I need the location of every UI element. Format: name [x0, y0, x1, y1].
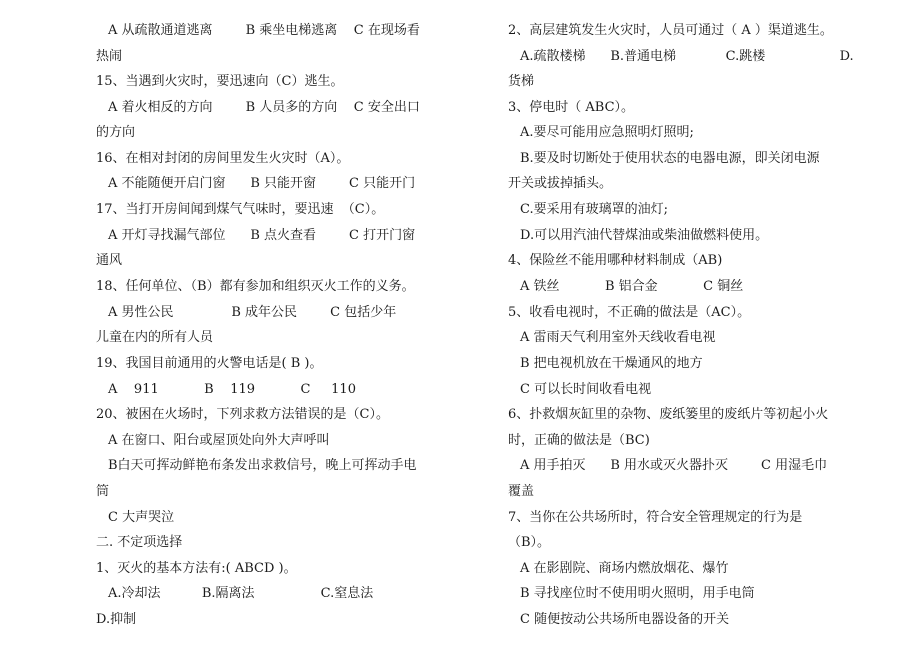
left-text-line: D.抑制 — [96, 612, 137, 627]
right-text-line: C 随便按动公共场所电器设备的开关 — [520, 612, 730, 627]
left-text-line: A 在窗口、阳台或屋顶处向外大声呼叫 — [108, 433, 330, 448]
left-text-line: A.冷却法 B.隔离法 C.窒息法 — [108, 586, 374, 601]
left-text-line: 19、我国目前通用的火警电话是( B )。 — [96, 356, 323, 371]
left-text-line: 1、灭火的基本方法有:( ABCD )。 — [96, 561, 297, 576]
left-text-line: 的方向 — [96, 125, 136, 140]
left-text-line: A 开灯寻找漏气部位 B 点火查看 C 打开门窗 — [108, 228, 416, 243]
right-column — [508, 0, 900, 651]
right-text-line: 4、保险丝不能用哪种材料制成（AB) — [508, 253, 723, 268]
left-text-line: 儿童在内的所有人员 — [96, 330, 214, 345]
right-text-line: A 雷雨天气利用室外天线收看电视 — [520, 330, 716, 345]
right-text-line: D.可以用汽油代替煤油或柴油做燃料使用。 — [520, 228, 769, 243]
right-text-line: 3、停电时（ ABC）。 — [508, 100, 635, 115]
right-text-line: B.要及时切断处于使用状态的电器电源，即关闭电源 — [520, 151, 820, 166]
left-text-line: 筒 — [96, 484, 110, 499]
left-text-line: A 男性公民 B 成年公民 C 包括少年 — [108, 305, 397, 320]
right-text-line: 6、扑救烟灰缸里的杂物、废纸篓里的废纸片等初起小火 — [508, 407, 829, 422]
right-text-line: A.要尽可能用应急照明灯照明; — [520, 125, 694, 140]
right-text-line: 开关或拔掉插头。 — [508, 176, 613, 191]
right-text-line: C 可以长时间收看电视 — [520, 382, 652, 397]
left-text-line: B白天可挥动鲜艳布条发出求救信号，晚上可挥动手电 — [108, 458, 417, 473]
right-text-line: A 在影剧院、商场内燃放烟花、爆竹 — [520, 561, 729, 576]
left-text-line: 16、在相对封闭的房间里发生火灾时（A）。 — [96, 151, 350, 166]
left-text-line: A 从疏散通道逃离 B 乘坐电梯逃离 C 在现场看 — [108, 23, 420, 38]
right-text-line: B 把电视机放在干燥通风的地方 — [520, 356, 703, 371]
left-text-line: 20、被困在火场时，下列求救方法错误的是（C）。 — [96, 407, 389, 422]
right-text-line: B 寻找座位时不使用明火照明，用手电筒 — [520, 586, 755, 601]
right-text-line: A 用手拍灭 B 用水或灭火器扑灭 C 用湿毛巾 — [520, 458, 828, 473]
right-text-line: 货梯 — [508, 74, 535, 89]
left-text-line: 通风 — [96, 253, 123, 268]
left-text-line: C 大声哭泣 — [108, 510, 175, 525]
right-text-line: 5、收看电视时，不正确的做法是（AC）。 — [508, 305, 751, 320]
left-text-line: A 911 B 119 C 110 — [108, 382, 356, 397]
right-text-line: 2、高层建筑发生火灾时，人员可通过（ A ）渠道逃生。 — [508, 23, 833, 38]
left-text-line: 二. 不定项选择 — [96, 535, 183, 550]
right-text-line: A.疏散楼梯 B.普通电梯 C.跳楼 D. — [520, 49, 854, 64]
left-text-line: A 着火相反的方向 B 人员多的方向 C 安全出口 — [108, 100, 420, 115]
left-text-line: 18、任何单位、（B）都有参加和组织灭火工作的义务。 — [96, 279, 415, 294]
right-text-line: A 铁丝 B 铝合金 C 铜丝 — [520, 279, 744, 294]
right-text-line: 7、当你在公共场所时，符合安全管理规定的行为是 — [508, 510, 803, 525]
left-text-line: 15、当遇到火灾时，要迅速向（C）逃生。 — [96, 74, 344, 89]
right-text-line: （B）。 — [508, 535, 551, 550]
left-text-line: A 不能随便开启门窗 B 只能开窗 C 只能开门 — [108, 176, 416, 191]
left-text-line: 热闹 — [96, 49, 123, 64]
right-text-line: 时，正确的做法是（BC) — [508, 433, 650, 448]
left-column — [96, 0, 426, 651]
left-text-line: 17、当打开房间闻到煤气气味时，要迅速 （C）。 — [96, 202, 385, 217]
right-text-line: C.要采用有玻璃罩的油灯; — [520, 202, 668, 217]
right-text-line: 覆盖 — [508, 484, 535, 499]
